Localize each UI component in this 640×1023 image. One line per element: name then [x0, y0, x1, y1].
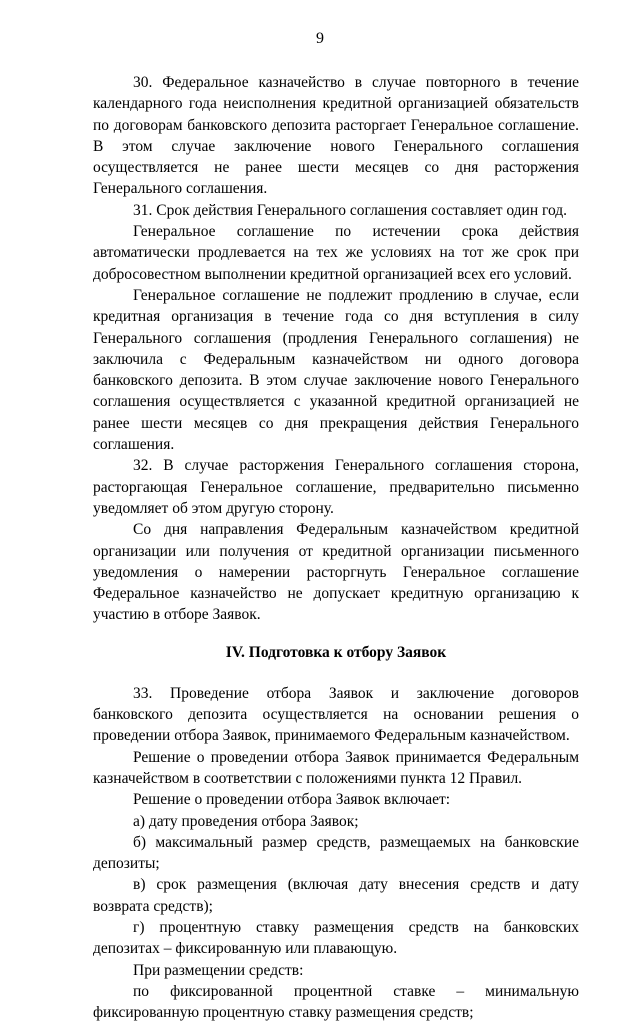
list-item-v: в) срок размещения (включая дату внесения средств и дату возврата средств); [93, 876, 579, 915]
list-item-a: а) дату проведения отбора Заявок; [133, 812, 359, 830]
paragraph-exclusion: Со дня направления Федеральным казначейством кредитной организации или получения от кредитной организации письменного уведомления о намерении расторгнуть Генеральное соглашение Федеральное казначейство не допускает кредитную организацию к участию в отборе Заявок. [93, 521, 579, 624]
list-item-b: б) максимальный размер средств, размещаемых на банковские депозиты; [93, 833, 579, 873]
paragraph-31: 31. Срок действия Генерального соглашения составляет один год. [133, 201, 568, 219]
document-body [93, 72, 579, 1023]
paragraph-fixed-rate: по фиксированной процентной ставке – минимальную фиксированную процентную ставку размещения средств; [93, 982, 579, 1022]
paragraph-no-renewal: Генеральное соглашение не подлежит продлению в случае, если кредитная организация в течение года со дня вступления в силу Генерального соглашения (продления Генерального соглашения) не заключила с Федеральным казначейством ни одного договора банковского депозита. В этом случае заключение нового Генерального соглашения осуществляется с указанной кредитной организацией не ранее шести месяцев со дня прекращения действия Генерального соглашения. [93, 286, 579, 454]
paragraph-33: 33. Проведение отбора Заявок и заключение договоров банковского депозита осуществляется на основании решения о проведении отбора Заявок, принимаемого Федеральным казначейством. [93, 684, 579, 745]
page-number: 9 [316, 30, 324, 47]
list-item-g: г) процентную ставку размещения средств на банковских депозитах – фиксированную или плавающую. [93, 918, 579, 958]
paragraph-decision-includes: Решение о проведении отбора Заявок включает: [133, 791, 451, 809]
paragraph-placement: При размещении средств: [133, 961, 304, 979]
paragraph-30: 30. Федеральное казначейство в случае повторного в течение календарного года неисполнения кредитной организацией обязательств по договорам банковского депозита расторгает Генеральное соглашение. В этом случае заключение нового Генерального соглашения осуществляется не ранее шести месяцев со дня расторжения Генерального соглашения. [93, 74, 579, 198]
paragraph-decision-adoption: Решение о проведении отбора Заявок принимается Федеральным казначейством в соответствии с положениями пункта 12 Правил. [93, 748, 579, 787]
section-heading: IV. Подготовка к отбору Заявок [225, 643, 447, 661]
paragraph-auto-renewal: Генеральное соглашение по истечении срока действия автоматически продлевается на тех же условиях на тот же срок при добросовестном выполнении кредитной организацией всех его условий. [93, 223, 579, 283]
paragraph-32: 32. В случае расторжения Генерального соглашения сторона, расторгающая Генеральное соглашение, предварительно письменно уведомляет об этом другую сторону. [93, 457, 579, 517]
